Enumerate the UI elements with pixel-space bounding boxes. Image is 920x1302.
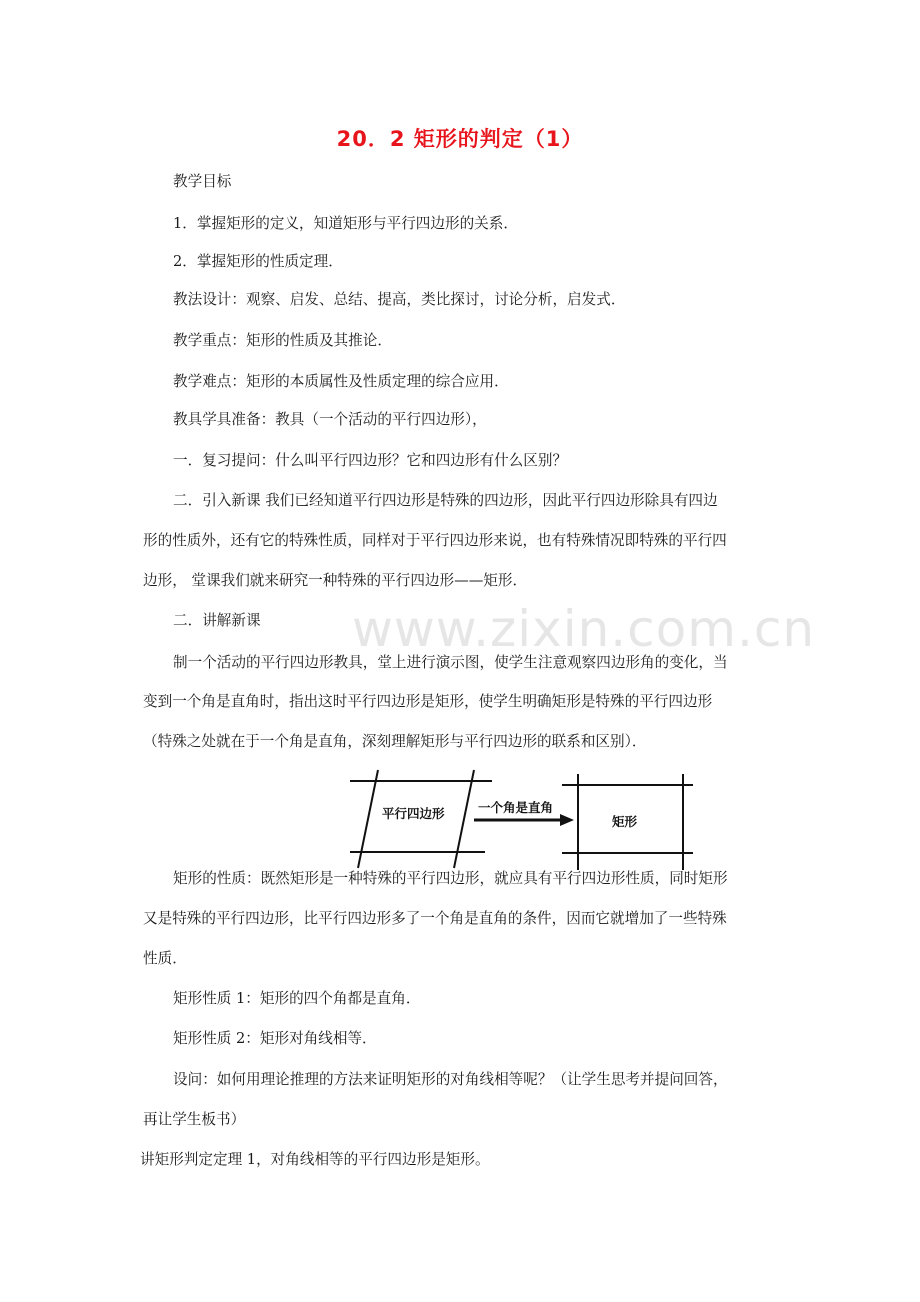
- paragraph-line: 1．掌握矩形的定义，知道矩形与平行四边形的关系．: [173, 215, 518, 232]
- paragraph-line: 边形， 堂课我们就来研究一种特殊的平行四边形——矩形．: [143, 572, 528, 589]
- parallelogram-label: 平行四边形: [382, 806, 445, 821]
- parallelogram-right-edge: [454, 770, 474, 868]
- paragraph-line: 讲矩形判定定理 1，对角线相等的平行四边形是矩形。: [140, 1151, 490, 1168]
- arrow-label: 一个角是直角: [478, 800, 554, 815]
- parallelogram-left-edge: [358, 770, 378, 868]
- paragraph-line: （特殊之处就在于一个角是直角，深刻理解矩形与平行四边形的联系和区别）．: [143, 733, 647, 750]
- paragraph-line: 形的性质外，还有它的特殊性质，同样对于平行四边形来说，也有特殊情况即特殊的平行四: [143, 532, 727, 549]
- paragraph-line: 矩形性质 1：矩形的四个角都是直角．: [173, 990, 421, 1007]
- page-title: 20．2 矩形的判定（1）: [336, 127, 584, 151]
- paragraph-line: 制一个活动的平行四边形教具，堂上进行演示图，使学生注意观察四边形角的变化，当: [173, 654, 728, 671]
- paragraph-line: 教具学具准备：教具（一个活动的平行四边形），: [173, 411, 487, 428]
- watermark: www.zixin.com.cn: [352, 600, 816, 658]
- paragraph-line: 再让学生板书）: [143, 1111, 246, 1128]
- rectangle-label: 矩形: [612, 814, 638, 829]
- paragraph-line: 教法设计：观察、启发、总结、提高，类比探讨，讨论分析，启发式．: [173, 291, 626, 308]
- paragraph-line: 设问：如何用理论推理的方法来证明矩形的对角线相等呢？（让学生思考并提问回答，: [173, 1071, 728, 1088]
- arrow-head: [560, 814, 574, 826]
- paragraph-line: 教学难点：矩形的本质属性及性质定理的综合应用．: [173, 373, 509, 390]
- paragraph-line: 教学重点：矩形的性质及其推论．: [173, 332, 392, 349]
- paragraph-line: 教学目标: [173, 173, 232, 190]
- paragraph-line: 2．掌握矩形的性质定理．: [173, 253, 343, 270]
- paragraph-line: 一．复习提问：什么叫平行四边形？它和四边形有什么区别？: [173, 452, 568, 469]
- paragraph-line: 二．引入新课 我们已经知道平行四边形是特殊的四边形，因此平行四边形除具有四边: [173, 492, 718, 509]
- paragraph-line: 变到一个角是直角时，指出这时平行四边形是矩形，使学生明确矩形是特殊的平行四边形: [143, 693, 713, 710]
- paragraph-line: 矩形的性质：既然矩形是一种特殊的平行四边形，就应具有平行四边形性质，同时矩形: [173, 870, 728, 887]
- parallelogram-to-rectangle-figure: [350, 768, 700, 876]
- paragraph-line: 又是特殊的平行四边形，比平行四边形多了一个角是直角的条件，因而它就增加了一些特殊: [143, 910, 727, 927]
- paragraph-line: 性质．: [143, 950, 187, 967]
- paragraph-line: 矩形性质 2：矩形对角线相等．: [173, 1030, 377, 1047]
- paragraph-line: 二．讲解新课: [173, 612, 261, 629]
